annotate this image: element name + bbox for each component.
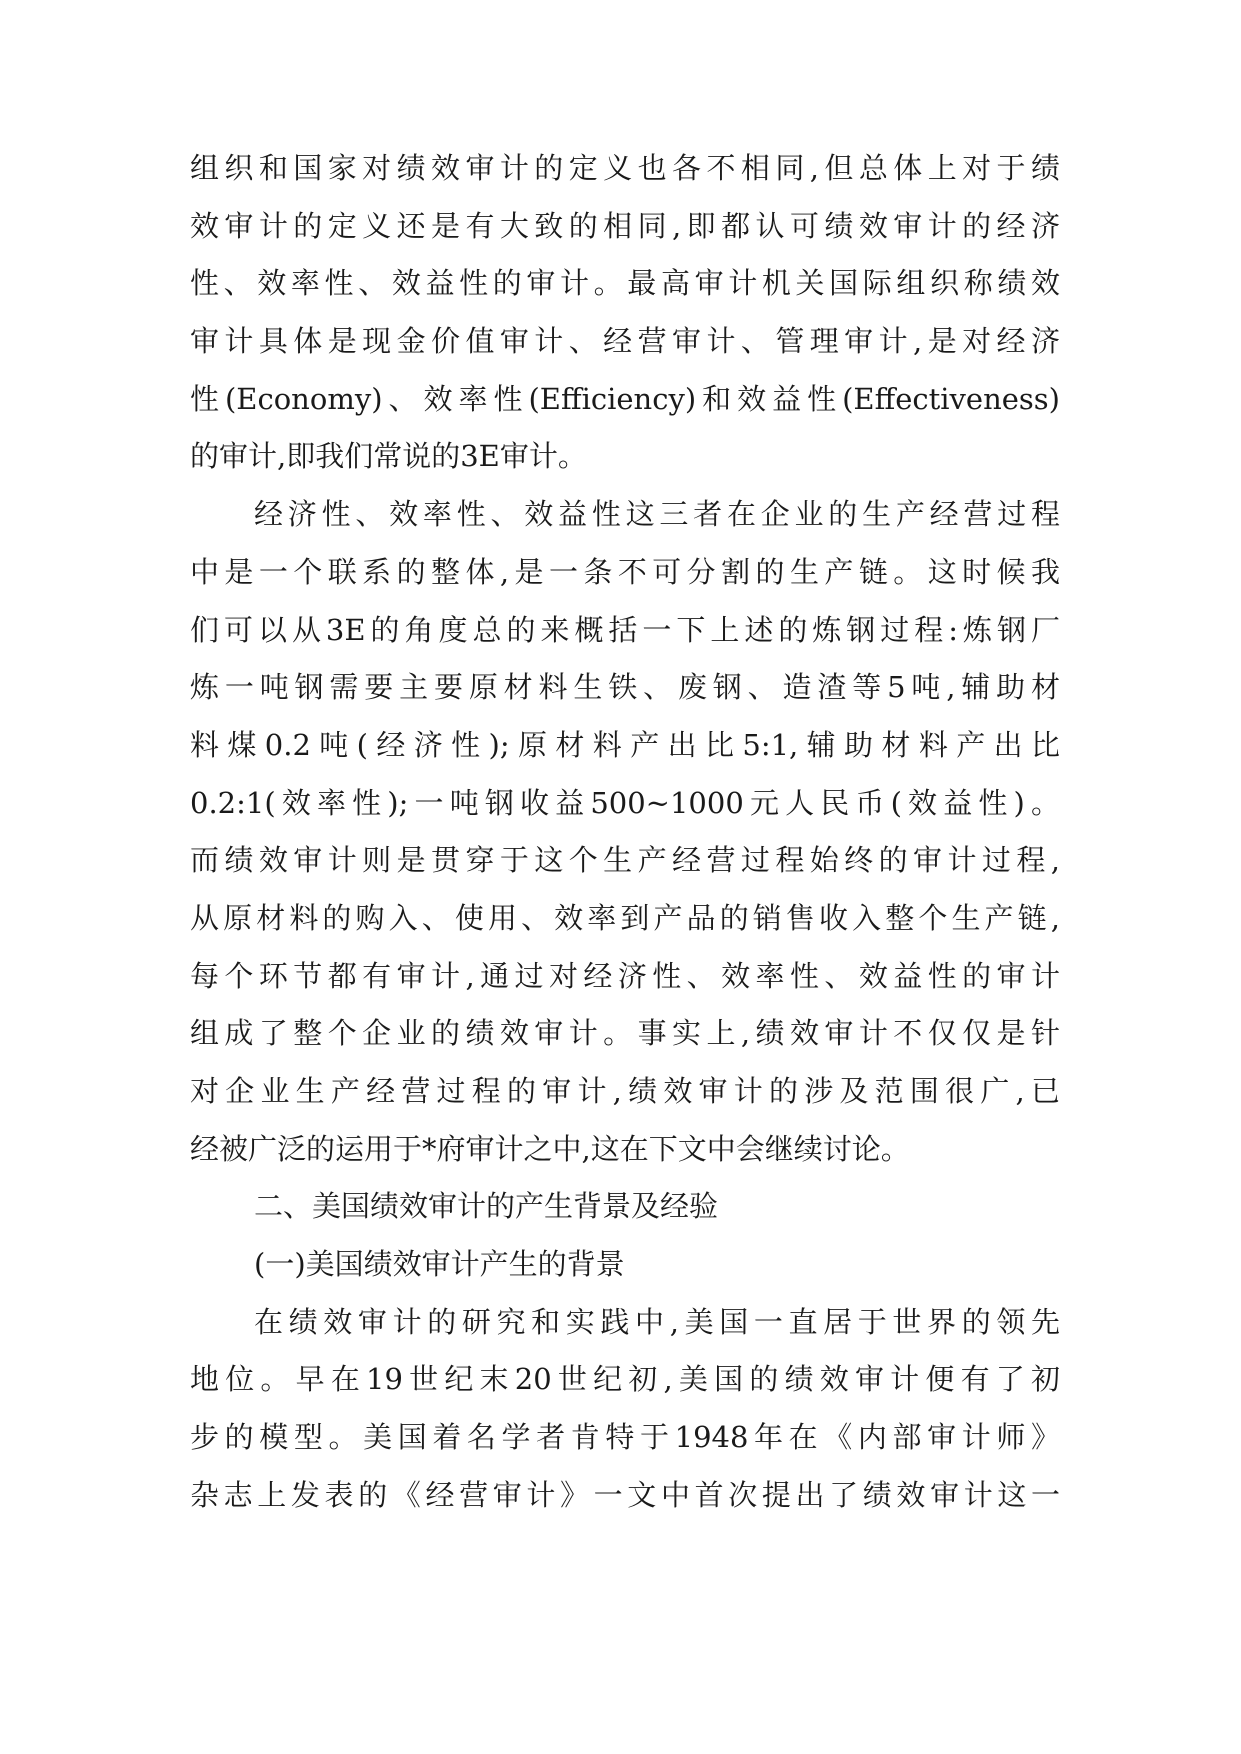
text-line: 们可以从3E的角度总的来概括一下上述的炼钢过程:炼钢厂 <box>190 612 1060 647</box>
text-line: 而绩效审计则是贯穿于这个生产经营过程始终的审计过程, <box>190 843 1060 878</box>
text-line: 的审计,即我们常说的3E审计。 <box>190 439 587 474</box>
text-line: 效审计的定义还是有大致的相同,即都认可绩效审计的经济 <box>190 208 1060 243</box>
text-line: 杂志上发表的《经营审计》一文中首次提出了绩效审计这一 <box>190 1477 1060 1512</box>
text-line: 组成了整个企业的绩效审计。事实上,绩效审计不仅仅是针 <box>190 1016 1060 1051</box>
document-page <box>190 140 1060 1525</box>
text-line: 在绩效审计的研究和实践中,美国一直居于世界的领先 <box>254 1304 1060 1339</box>
section-heading <box>190 1178 1060 1236</box>
text-line: 性(Economy)、效率性(Efficiency)和效益性(Effectiveness) <box>190 381 1060 416</box>
text-line: 组织和国家对绩效审计的定义也各不相同,但总体上对于绩 <box>190 151 1060 185</box>
text-line: 地位。早在19世纪末20世纪初,美国的绩效审计便有了初 <box>190 1362 1060 1397</box>
paragraph-3 <box>190 1294 1060 1525</box>
paragraph-2 <box>190 486 1060 1178</box>
text-line: 性、效率性、效益性的审计。最高审计机关国际组织称绩效 <box>190 266 1060 301</box>
text-line: 炼一吨钢需要主要原材料生铁、废钢、造渣等5吨,辅助材 <box>190 670 1060 705</box>
text-line: 经济性、效率性、效益性这三者在企业的生产经营过程 <box>254 497 1060 532</box>
text-line: 每个环节都有审计,通过对经济性、效率性、效益性的审计 <box>190 958 1060 993</box>
text-line: 从原材料的购入、使用、效率到产品的销售收入整个生产链, <box>190 900 1060 935</box>
paragraph-1 <box>190 140 1060 486</box>
text-line: 0.2:1(效率性);一吨钢收益500~1000元人民币(效益性)。 <box>190 785 1060 820</box>
text-line: 经被广泛的运用于*府审计之中,这在下文中会继续讨论。 <box>190 1131 910 1166</box>
text-line: 中是一个联系的整体,是一条不可分割的生产链。这时候我 <box>190 554 1060 589</box>
text-line: 料煤0.2吨(经济性);原材料产出比5:1,辅助材料产出比 <box>190 727 1060 762</box>
text-line: 对企业生产经营过程的审计,绩效审计的涉及范围很广,已 <box>190 1074 1060 1108</box>
text-line: 审计具体是现金价值审计、经营审计、管理审计,是对经济 <box>190 324 1060 359</box>
heading-text: 二、美国绩效审计的产生背景及经验 <box>254 1189 719 1224</box>
subsection-heading <box>190 1236 1060 1294</box>
text-line: 步的模型。美国着名学者肯特于1948年在《内部审计师》 <box>190 1420 1060 1455</box>
heading-text: (一)美国绩效审计产生的背景 <box>254 1247 625 1282</box>
